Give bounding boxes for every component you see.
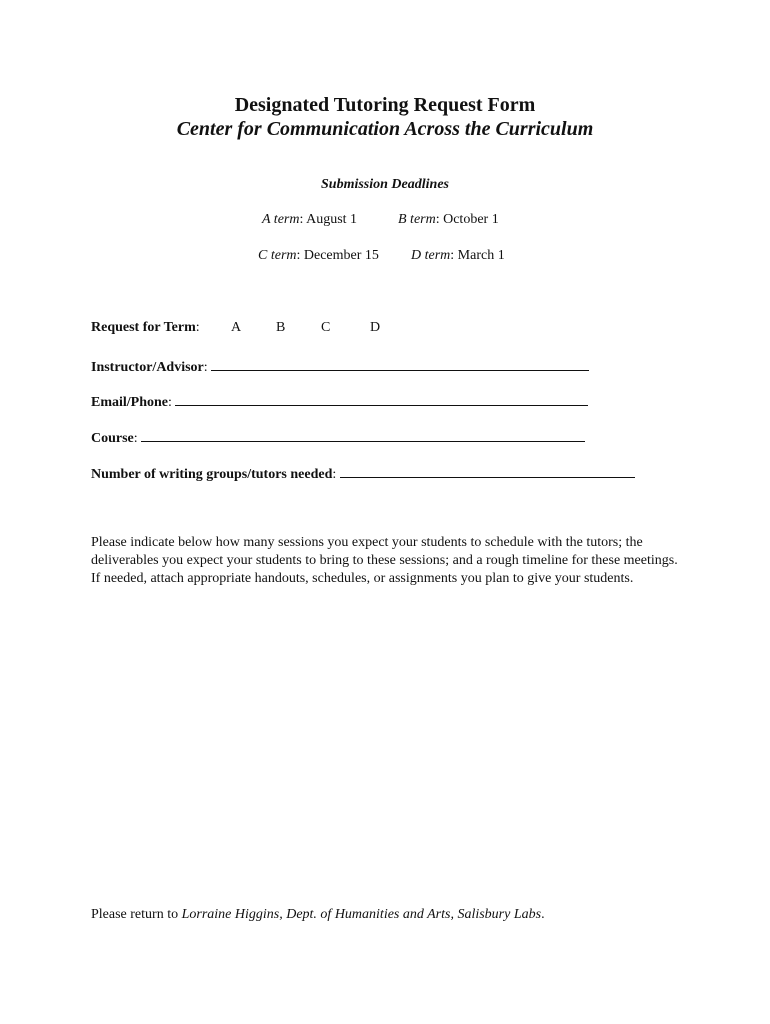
course-row: Course: <box>91 427 585 447</box>
c-term-date: : December 15 <box>296 248 379 263</box>
term-option-a[interactable]: A <box>231 320 242 335</box>
email-phone-field[interactable] <box>175 391 588 406</box>
b-term-date: : October 1 <box>435 212 499 227</box>
d-term-date: : March 1 <box>450 248 505 263</box>
groups-label: Number of writing groups/tutors needed <box>91 467 333 482</box>
instructor-row: Instructor/Advisor: <box>91 356 589 376</box>
instructor-label: Instructor/Advisor <box>91 360 204 375</box>
term-option-b[interactable]: B <box>276 320 286 335</box>
groups-row: Number of writing groups/tutors needed: <box>91 463 635 483</box>
email-label: Email/Phone <box>91 395 169 410</box>
term-option-c[interactable]: C <box>321 320 331 335</box>
b-term-label: B term <box>398 212 436 227</box>
course-label: Course <box>91 431 134 446</box>
d-term-deadline <box>411 248 505 264</box>
return-contact: Lorraine Higgins, Dept. of Humanities and Arts, Salisbury Labs <box>181 907 542 922</box>
term-option-d[interactable]: D <box>370 320 381 335</box>
request-term-row: Request for Term: <box>91 320 200 335</box>
form-title: Designated Tutoring Request Form <box>234 94 536 116</box>
a-term-label: A term <box>262 212 300 227</box>
d-term-label: D term <box>411 248 451 263</box>
groups-field[interactable] <box>340 463 635 478</box>
b-term-deadline <box>398 212 499 228</box>
form-subtitle: Center for Communication Across the Curriculum <box>176 118 594 140</box>
a-term-date: : August 1 <box>299 212 358 227</box>
a-term-deadline <box>262 212 357 228</box>
return-instructions: Please return to Lorraine Higgins, Dept. of Humanities and Arts, Salisbury Labs. <box>91 907 545 922</box>
email-row: Email/Phone: <box>91 391 588 411</box>
c-term-label: C term <box>258 248 297 263</box>
course-field[interactable] <box>141 427 585 442</box>
request-term-label: Request for Term <box>91 320 196 335</box>
instructions-paragraph: Please indicate below how many sessions you expect your students to schedule with the tutors; the deliverables you expect your students to bring to these sessions; and a rough timeline for these meetings. If needed, attach appropriate handouts, schedules, or assignments you plan to give your students. <box>91 535 678 586</box>
c-term-deadline <box>258 248 379 264</box>
instructor-field[interactable] <box>211 356 589 371</box>
deadlines-heading: Submission Deadlines <box>321 177 449 192</box>
